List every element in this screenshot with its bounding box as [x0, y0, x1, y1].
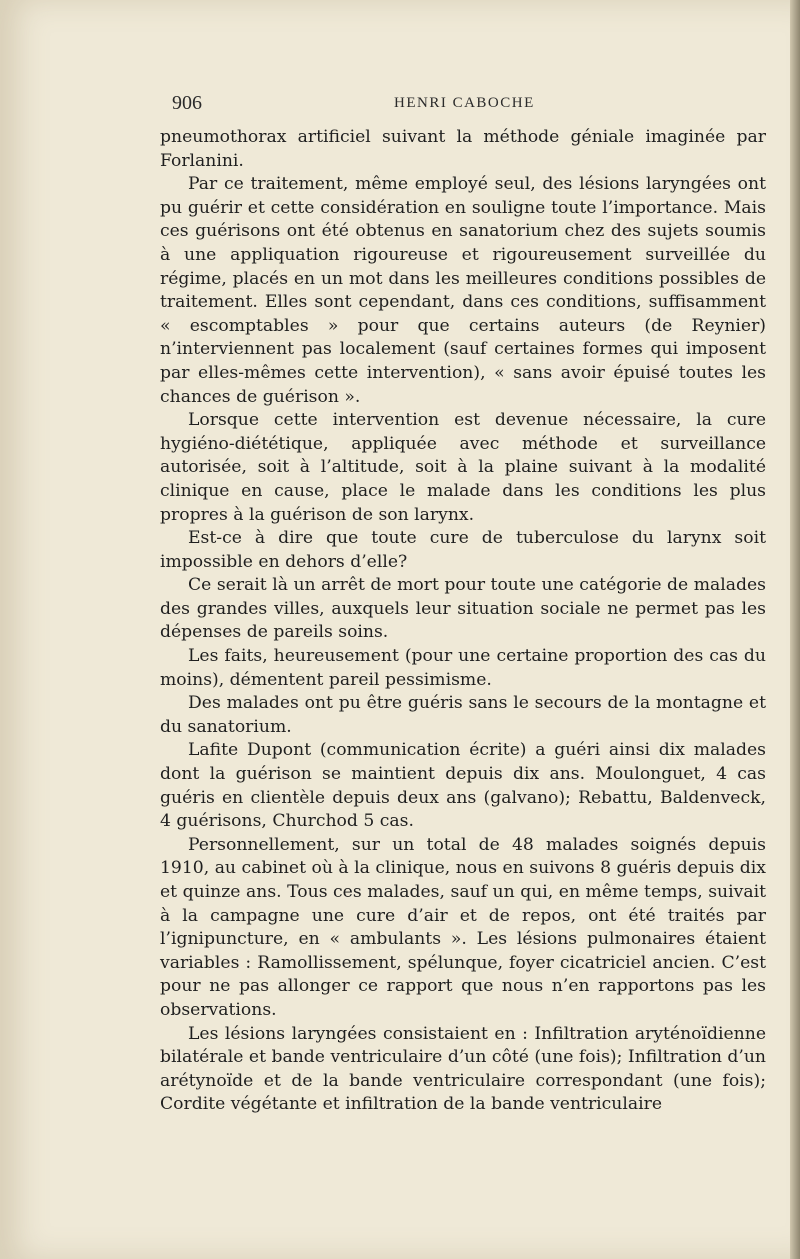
body-text — [160, 126, 766, 1117]
page-header — [172, 92, 766, 116]
paragraph: Les lésions laryngées consistaient en : Infiltration aryténoïdienne bilatérale et bande ventriculaire d’un côté (une fois); Infiltration d’un arétynoïde et de la bande ventriculaire correspondant (une fois); Cordite végétante et infiltration de la bande ventriculaire — [160, 1023, 766, 1115]
paragraph: Lorsque cette intervention est devenue nécessaire, la cure hygiéno-diététique, appliquée avec méthode et surveillance autorisée, soit à l’altitude, soit à la plaine suivant à la modalité clinique en cause, place le malade dans les conditions les plus propres à la guérison de son larynx. — [160, 410, 766, 525]
paragraph: Par ce traitement, même employé seul, des lésions laryngées ont pu guérir et cette considération en souligne toute l’importance. Mais ces guérisons ont été obtenus en sanatorium chez des sujets soumis à une appliquation rigoureuse et rigoureusement surveillée du régime, placés en un mot dans les meilleures conditions possibles de traitement. Elles sont cependant, dans ces conditions, suffisamment « escomptables » pour que certains auteurs (de Reynier) n’interviennent pas localement (sauf certaines formes qui imposent par elles-mêmes cette intervention), « sans avoir épuisé toutes les chances de guérison ». — [160, 174, 766, 407]
paragraph: pneumothorax artificiel suivant la méthode géniale imaginée par Forlanini. — [160, 127, 766, 171]
page-edge — [790, 0, 800, 1259]
page-number: 906 — [172, 92, 202, 114]
paragraph: Est-ce à dire que toute cure de tuberculose du larynx soit impossible en dehors d’elle? — [160, 528, 766, 572]
paragraph: Lafite Dupont (communication écrite) a guéri ainsi dix malades dont la guérison se maintient depuis dix ans. Moulonguet, 4 cas guéris en clientèle depuis deux ans (galvano); Rebattu, Baldenveck, 4 guérisons, Churchod 5 cas. — [160, 740, 766, 832]
running-head: HENRI CABOCHE — [394, 95, 535, 111]
paragraph: Personnellement, sur un total de 48 malades soignés depuis 1910, au cabinet où à la clinique, nous en suivons 8 guéris depuis dix et quinze ans. Tous ces malades, sauf un qui, en même temps, suivait à la campagne une cure d’air et de repos, ont été traités par l’ignipuncture, en « ambulants ». Les lésions pulmonaires étaient variables : Ramollissement, spélunque, foyer cicatriciel ancien. C’est pour ne pas allonger ce rapport que nous n’en rapportons pas les observations. — [160, 834, 766, 1020]
paragraph: Les faits, heureusement (pour une certaine proportion des cas du moins), démentent pareil pessimisme. — [160, 646, 766, 690]
paragraph: Ce serait là un arrêt de mort pour toute une catégorie de malades des grandes villes, auxquels leur situation sociale ne permet pas les dépenses de pareils soins. — [160, 575, 766, 643]
paragraph: Des malades ont pu être guéris sans le secours de la montagne et du sanatorium. — [160, 693, 766, 737]
